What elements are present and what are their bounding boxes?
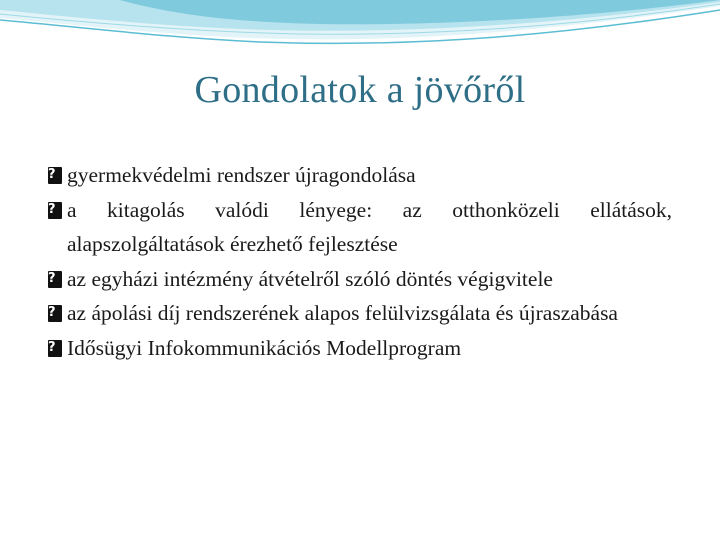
missing-glyph-icon	[48, 202, 62, 219]
bullet-list	[48, 158, 672, 365]
missing-glyph-icon	[48, 305, 62, 322]
missing-glyph-icon	[48, 167, 62, 184]
missing-glyph-icon	[48, 340, 62, 357]
list-item-text: az ápolási díj rendszerének alapos felülvizsgálata és újraszabása	[67, 301, 618, 325]
list-item-text: a kitagolás valódi lényege: az otthonközeli ellátások, alapszolgáltatások érezhető fejlesztése	[67, 197, 672, 256]
list-item	[48, 158, 672, 193]
list-item-text: gyermekvédelmi rendszer újragondolása	[67, 163, 416, 187]
list-item-text: az egyházi intézmény átvételről szóló döntés végigvitele	[67, 266, 553, 291]
list-item	[48, 193, 672, 262]
list-item	[48, 296, 672, 331]
list-item-text: Idősügyi Infokommunikációs Modellprogram	[67, 335, 462, 360]
missing-glyph-icon	[48, 271, 62, 288]
page-title: Gondolatok a jövőről	[194, 69, 526, 111]
list-item	[48, 331, 672, 366]
header-wave-decoration	[0, 0, 720, 60]
list-item	[48, 262, 672, 297]
